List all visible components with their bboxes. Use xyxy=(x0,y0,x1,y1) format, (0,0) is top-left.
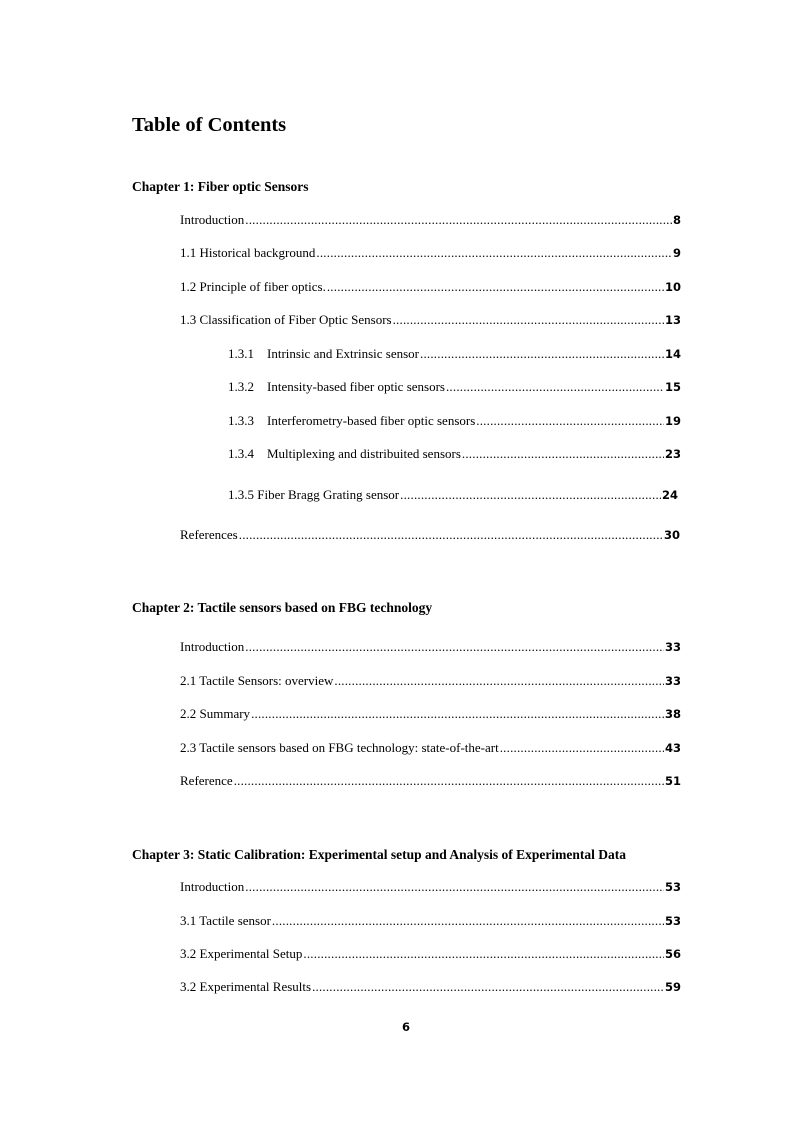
toc-entry-page: 8 xyxy=(672,213,681,227)
toc-entry-page: 59 xyxy=(664,980,681,994)
toc-entry[interactable] xyxy=(180,212,681,228)
dot-leader xyxy=(500,740,664,756)
dot-leader xyxy=(272,913,664,929)
toc-entry[interactable] xyxy=(180,312,681,328)
toc-subentry[interactable] xyxy=(228,487,678,503)
toc-entry[interactable] xyxy=(180,879,681,895)
dot-leader xyxy=(476,413,664,429)
toc-entry[interactable] xyxy=(180,527,680,543)
toc-entry-label: Introduction xyxy=(180,212,245,227)
section-number: 1.3.2 xyxy=(228,379,254,394)
toc-entry-label: 2.1 Tactile Sensors: overview xyxy=(180,673,334,688)
toc-entry-page: 13 xyxy=(664,313,681,327)
toc-entry[interactable] xyxy=(180,946,681,962)
section-number: 1.3.1 xyxy=(228,346,254,361)
toc-entry-label: 3.1 Tactile sensor xyxy=(180,913,271,928)
toc-entry-label: 3.2 Experimental Setup xyxy=(180,946,303,961)
toc-entry-page: 30 xyxy=(663,528,680,542)
dot-leader xyxy=(334,673,664,689)
dot-leader xyxy=(245,639,664,655)
toc-entry-label: References xyxy=(180,527,238,542)
dot-leader xyxy=(245,879,664,895)
toc-entry-page: 19 xyxy=(664,414,681,428)
toc-entry-label: 2.2 Summary xyxy=(180,706,251,721)
toc-entry[interactable] xyxy=(180,773,681,789)
chapter-heading: Chapter 3: Static Calibration: Experimental setup and Analysis of Experimental Data xyxy=(132,847,627,862)
toc-entry[interactable] xyxy=(180,673,681,689)
toc-entry-label: 1.1 Historical background xyxy=(180,245,316,260)
toc-entry-label xyxy=(228,379,446,395)
toc-entry-page: 14 xyxy=(664,347,681,361)
toc-entry[interactable] xyxy=(180,639,681,655)
dot-leader xyxy=(462,446,664,462)
dot-leader xyxy=(303,946,664,962)
toc-entry-page: 15 xyxy=(664,380,681,394)
section-number: 1.3.4 xyxy=(228,446,254,461)
section-title: Interferometry-based fiber optic sensors xyxy=(267,413,476,428)
toc-entry-page: 33 xyxy=(664,640,681,654)
toc-entry-label xyxy=(228,413,476,429)
section-number: 1.3.3 xyxy=(228,413,254,428)
dot-leader xyxy=(234,773,664,789)
toc-entry-label xyxy=(228,346,420,362)
toc-entry-label: 1.3.5 Fiber Bragg Grating sensor xyxy=(228,487,400,502)
dot-leader xyxy=(420,346,664,362)
toc-entry-page: 38 xyxy=(664,707,681,721)
dot-leader xyxy=(245,212,672,228)
section-title: Intrinsic and Extrinsic sensor xyxy=(267,346,419,361)
dot-leader xyxy=(239,527,663,543)
toc-entry-page: 24 xyxy=(661,488,678,502)
toc-entry-page: 43 xyxy=(664,741,681,755)
toc-entry-label: Reference xyxy=(180,773,233,788)
toc-entry-page: 53 xyxy=(664,914,681,928)
toc-entry-page: 33 xyxy=(664,674,681,688)
toc-entry[interactable] xyxy=(180,979,681,995)
toc-subentry[interactable] xyxy=(228,379,681,395)
chapter-heading: Chapter 2: Tactile sensors based on FBG technology xyxy=(132,600,433,615)
chapter-heading: Chapter 1: Fiber optic Sensors xyxy=(132,179,309,194)
toc-entry[interactable] xyxy=(180,279,681,295)
dot-leader xyxy=(312,979,664,995)
section-title: Intensity-based fiber optic sensors xyxy=(267,379,445,394)
toc-entry-label xyxy=(228,446,462,462)
dot-leader xyxy=(251,706,664,722)
toc-entry-label: Introduction xyxy=(180,639,245,654)
toc-subentry[interactable] xyxy=(228,413,681,429)
toc-entry[interactable] xyxy=(180,706,681,722)
toc-subentry[interactable] xyxy=(228,346,681,362)
toc-entry[interactable] xyxy=(180,245,681,261)
toc-entry-label: 3.2 Experimental Results xyxy=(180,979,312,994)
dot-leader xyxy=(327,279,664,295)
page-number: 6 xyxy=(402,1020,411,1034)
dot-leader xyxy=(446,379,664,395)
toc-entry[interactable] xyxy=(180,740,681,756)
toc-subentry[interactable] xyxy=(228,446,681,462)
toc-entry-label: 1.2 Principle of fiber optics. xyxy=(180,279,326,294)
section-title: Multiplexing and distribuited sensors xyxy=(267,446,461,461)
toc-entry-page: 56 xyxy=(664,947,681,961)
page-title: Table of Contents xyxy=(132,114,287,136)
toc-entry-label: Introduction xyxy=(180,879,245,894)
toc-entry-page: 53 xyxy=(664,880,681,894)
toc-entry-page: 23 xyxy=(664,447,681,461)
dot-leader xyxy=(393,312,664,328)
toc-entry-label: 1.3 Classification of Fiber Optic Sensors xyxy=(180,312,392,327)
toc-entry-page: 10 xyxy=(664,280,681,294)
dot-leader xyxy=(316,245,672,261)
toc-entry-page: 51 xyxy=(664,774,681,788)
dot-leader xyxy=(400,487,661,503)
toc-entry-label: 2.3 Tactile sensors based on FBG technology: state-of-the-art xyxy=(180,740,499,755)
toc-entry-page: 9 xyxy=(672,246,681,260)
toc-entry[interactable] xyxy=(180,913,681,929)
